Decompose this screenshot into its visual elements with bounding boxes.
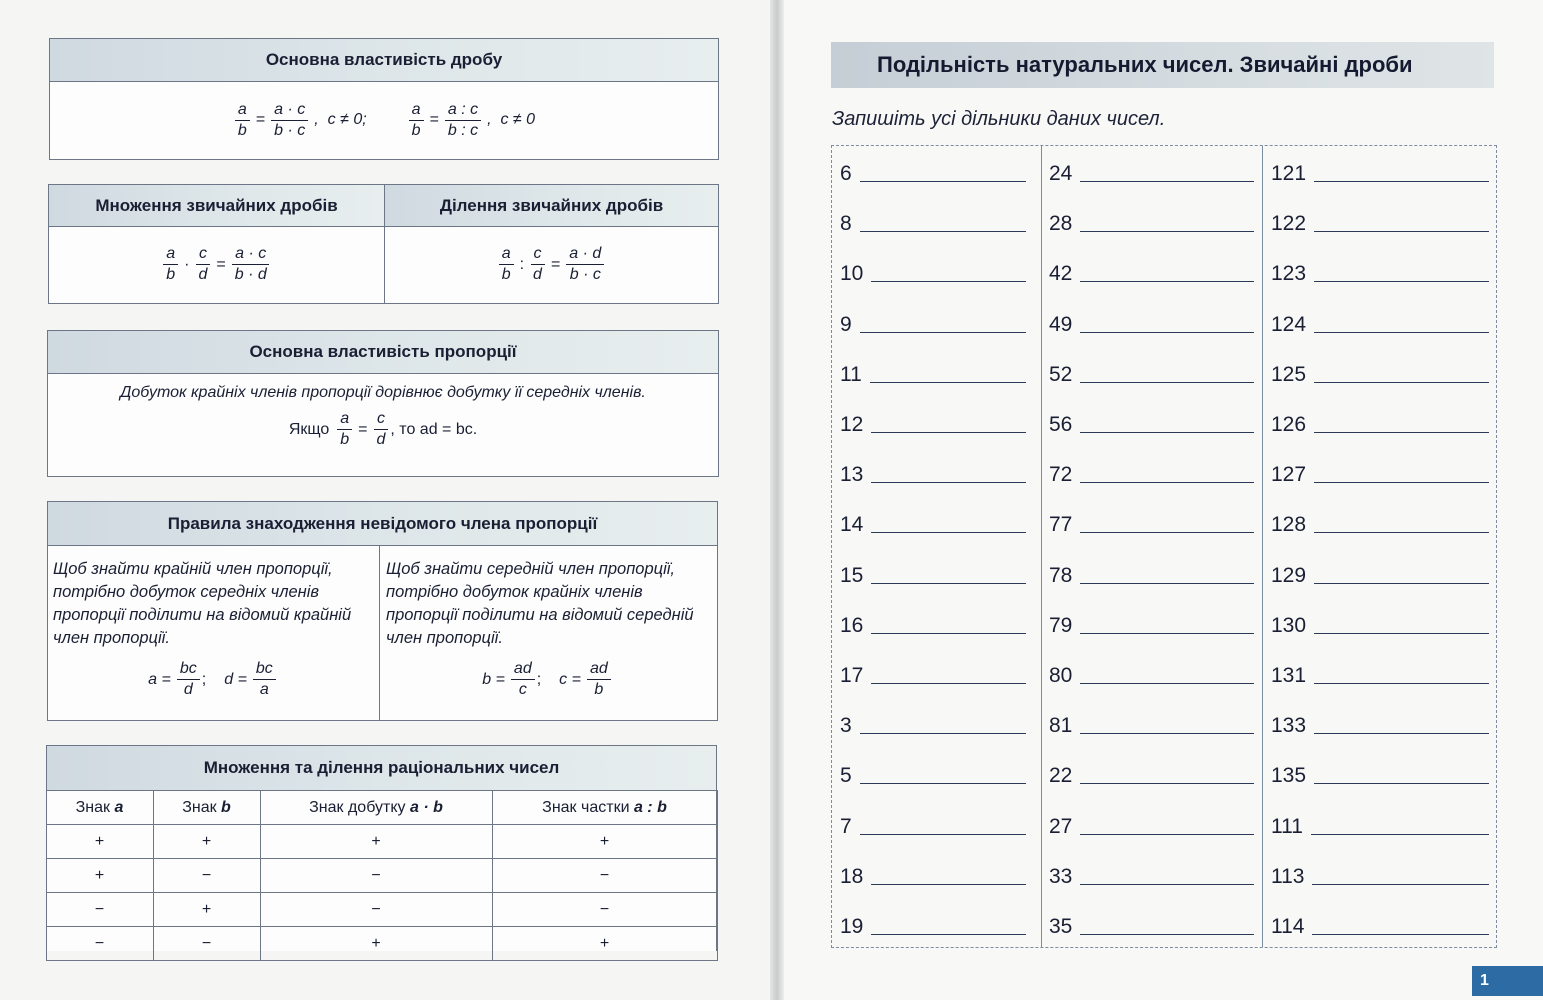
divisor-row	[840, 859, 1026, 889]
table-row: + − − −	[46, 859, 717, 893]
answer-line[interactable]	[1314, 231, 1489, 232]
number-label: 127	[1271, 463, 1307, 487]
number-label: 27	[1049, 814, 1073, 838]
header-sign-product: Знак добутку a · b	[260, 791, 492, 825]
divisors-grid	[831, 145, 1497, 948]
divisor-row	[1271, 558, 1489, 588]
divisor-row	[840, 307, 1026, 337]
number-label: 19	[840, 915, 864, 938]
divisor-row	[1049, 156, 1254, 186]
divisor-row	[1271, 357, 1489, 387]
number-label: 8	[840, 212, 852, 236]
answer-line[interactable]	[860, 231, 1026, 232]
answer-line[interactable]	[1080, 281, 1254, 282]
divisor-row	[1049, 457, 1254, 487]
instruction: Запишіть усі дільники даних чисел.	[832, 108, 1166, 130]
divisor-row	[840, 658, 1026, 688]
divisor-row	[1271, 859, 1489, 889]
answer-line[interactable]	[871, 583, 1026, 584]
divisor-row	[1271, 658, 1489, 688]
condition: c ≠ 0	[500, 111, 536, 128]
answer-line[interactable]	[1314, 332, 1489, 333]
header-sign-quotient: Знак частки a : b	[492, 791, 717, 825]
answer-line[interactable]	[1314, 532, 1489, 533]
number-label: 12	[840, 413, 864, 436]
answer-line[interactable]	[1080, 834, 1254, 835]
number-label: 135	[1271, 764, 1307, 788]
divisor-row	[1049, 608, 1254, 638]
number-label: 14	[840, 513, 864, 537]
number-label: 128	[1271, 513, 1307, 537]
div-formula: $\frac{a}{b}$ : $\frac{c}{d}$ = $\frac{a \cdot d}{b \cdot c}$	[385, 227, 718, 302]
answer-line[interactable]	[1314, 181, 1489, 182]
number-label: 78	[1049, 563, 1073, 587]
answer-line[interactable]	[860, 783, 1026, 784]
number-label: 10	[840, 262, 864, 286]
number-label: 124	[1271, 312, 1307, 336]
rules-title: Правила знаходження невідомого члена пропорції	[48, 502, 717, 546]
table-row: + + + +	[46, 825, 717, 859]
number-label: 42	[1049, 262, 1073, 286]
number-label: 35	[1049, 915, 1073, 938]
divisor-row	[1049, 206, 1254, 236]
answer-line[interactable]	[871, 482, 1026, 483]
divisor-row	[1271, 809, 1489, 839]
divisor-row	[840, 407, 1026, 437]
fraction-property-title: Основна властивість дробу	[50, 39, 718, 82]
mult-formula: $\frac{a}{b}$ · $\frac{c}{d}$ = $\frac{a \cdot c}{b \cdot d}$	[49, 227, 384, 302]
number-label: 7	[840, 814, 852, 838]
answer-line[interactable]	[1314, 583, 1489, 584]
answer-line[interactable]	[1080, 482, 1254, 483]
answer-line[interactable]	[871, 532, 1026, 533]
answer-line[interactable]	[1080, 783, 1254, 784]
divisor-row	[1049, 859, 1254, 889]
number-label: 16	[840, 613, 864, 637]
divisor-row	[1049, 658, 1254, 688]
answer-line[interactable]	[860, 181, 1026, 182]
condition: c ≠ 0;	[327, 111, 367, 128]
number-label: 56	[1049, 413, 1073, 436]
number-label: 114	[1271, 915, 1305, 938]
divisor-row	[1049, 909, 1254, 939]
divisor-row	[1049, 758, 1254, 788]
answer-line[interactable]	[871, 633, 1026, 634]
answer-line[interactable]	[871, 884, 1026, 885]
number-label: 122	[1271, 212, 1307, 236]
divisor-row	[1271, 206, 1489, 236]
book-spine	[770, 0, 784, 1000]
page-number: 1	[1472, 966, 1543, 996]
divisor-row	[840, 558, 1026, 588]
divisor-row	[840, 608, 1026, 638]
number-label: 15	[840, 563, 864, 587]
header-sign-a: Знак a	[46, 791, 153, 825]
number-label: 129	[1271, 563, 1307, 587]
fraction-property-formula: $\frac{a}{b}$ = $\frac{a \cdot c}{b \cdot c}$ , c ≠ 0; $\frac{a}{b}$ = $\frac{a : c}{b : c}$ , c ≠ 0	[50, 82, 718, 158]
answer-line[interactable]	[1314, 733, 1489, 734]
answer-line[interactable]	[1312, 884, 1489, 885]
answer-line[interactable]	[860, 834, 1026, 835]
number-label: 22	[1049, 764, 1073, 788]
divisor-row	[840, 909, 1026, 939]
number-label: 13	[840, 463, 864, 487]
number-label: 130	[1271, 613, 1307, 637]
page-title: Подільність натуральних чисел. Звичайні дроби	[831, 42, 1494, 88]
answer-line[interactable]	[1080, 332, 1254, 333]
divisor-row	[1049, 558, 1254, 588]
divisor-row	[1049, 307, 1254, 337]
number-label: 52	[1049, 362, 1073, 386]
answer-line[interactable]	[1080, 432, 1254, 433]
divisor-row	[1049, 507, 1254, 537]
number-label: 80	[1049, 664, 1073, 687]
fraction: $\frac{a \cdot c}{b \cdot c}$	[271, 101, 308, 140]
number-label: 33	[1049, 864, 1073, 888]
divisor-row	[1271, 758, 1489, 788]
answer-line[interactable]	[1080, 683, 1254, 684]
divisor-row	[840, 758, 1026, 788]
divisor-row	[1049, 407, 1254, 437]
number-label: 79	[1049, 613, 1073, 637]
mult-title: Множення звичайних дробів	[49, 185, 384, 227]
divisor-row	[1049, 256, 1254, 286]
number-label: 121	[1271, 162, 1307, 185]
fraction: $\frac{a}{b}$	[409, 101, 424, 140]
number-label: 133	[1271, 714, 1307, 738]
number-label: 28	[1049, 212, 1073, 236]
divisor-row	[840, 457, 1026, 487]
answer-line[interactable]	[1314, 482, 1489, 483]
divisor-row	[840, 708, 1026, 738]
number-label: 72	[1049, 463, 1073, 487]
divisor-row	[840, 206, 1026, 236]
number-label: 17	[840, 664, 864, 687]
number-label: 131	[1271, 664, 1307, 687]
answer-line[interactable]	[1080, 733, 1254, 734]
number-label: 111	[1271, 814, 1303, 838]
answer-line[interactable]	[1080, 884, 1254, 885]
answer-line[interactable]	[1080, 583, 1254, 584]
number-label: 9	[840, 312, 852, 336]
answer-line[interactable]	[871, 683, 1026, 684]
answer-line[interactable]	[1080, 532, 1254, 533]
rules-right-formula: b = $\frac{ad}{c}$ ; c = $\frac{ad}{b}$	[386, 660, 709, 699]
answer-line[interactable]	[1080, 934, 1254, 935]
answer-line[interactable]	[871, 934, 1026, 935]
proportion-title: Основна властивість пропорції	[48, 331, 718, 374]
answer-line[interactable]	[860, 332, 1026, 333]
rules-box	[47, 501, 718, 721]
answer-line[interactable]	[1312, 934, 1489, 935]
divisor-row	[1271, 256, 1489, 286]
rules-left-text: Щоб знайти крайній член пропорції, потрібно добуток середніх членів пропорції поділити на відомий крайній член пропорції.	[53, 560, 352, 647]
fraction-property-box	[49, 38, 719, 160]
number-label: 5	[840, 764, 852, 788]
answer-line[interactable]	[1311, 834, 1489, 835]
answer-line[interactable]	[1314, 783, 1489, 784]
header-sign-b: Знак b	[153, 791, 260, 825]
divisor-row	[1049, 708, 1254, 738]
number-label: 6	[840, 162, 852, 185]
number-label: 81	[1049, 714, 1073, 738]
signs-table	[46, 790, 718, 961]
answer-line[interactable]	[871, 281, 1026, 282]
rules-right-text: Щоб знайти середній член пропорції, потрібно добуток крайніх членів пропорції поділити на відомий середній член пропорції.	[386, 560, 694, 647]
divisor-row	[1049, 809, 1254, 839]
answer-line[interactable]	[1314, 432, 1489, 433]
table-row: − − + +	[46, 927, 717, 961]
number-label: 3	[840, 714, 852, 738]
divisor-row	[1271, 708, 1489, 738]
answer-line[interactable]	[1314, 382, 1489, 383]
answer-line[interactable]	[871, 432, 1026, 433]
divisor-row	[1271, 608, 1489, 638]
div-title: Ділення звичайних дробів	[385, 185, 718, 227]
number-label: 113	[1271, 864, 1305, 888]
answer-line[interactable]	[1314, 281, 1489, 282]
fraction: $\frac{a}{b}$	[235, 101, 250, 140]
answer-line[interactable]	[860, 733, 1026, 734]
divisor-row	[1271, 507, 1489, 537]
answer-line[interactable]	[1080, 181, 1254, 182]
divisor-row	[1271, 457, 1489, 487]
divisor-row	[1271, 407, 1489, 437]
fraction: $\frac{a : c}{b : c}$	[445, 101, 481, 140]
divisor-row	[1049, 357, 1254, 387]
divisor-row	[1271, 909, 1489, 939]
rules-left-formula: a = $\frac{bc}{d}$ ; d = $\frac{bc}{a}$	[53, 660, 373, 699]
number-label: 125	[1271, 362, 1307, 386]
proportion-formula: Якщо $\frac{a}{b}$ = $\frac{c}{d}$ , то ad = bc.	[288, 410, 478, 448]
answer-line[interactable]	[1080, 382, 1254, 383]
mult-div-box	[48, 184, 719, 304]
divisor-row	[840, 156, 1026, 186]
number-label: 18	[840, 864, 864, 888]
divisor-row	[840, 809, 1026, 839]
answer-line[interactable]	[1314, 633, 1489, 634]
proportion-box	[47, 330, 719, 477]
answer-line[interactable]	[1314, 683, 1489, 684]
proportion-text: Добуток крайніх членів пропорції дорівнює добутку її середніх членів.	[120, 384, 646, 401]
number-label: 123	[1271, 262, 1307, 286]
number-label: 49	[1049, 312, 1073, 336]
divisor-row	[840, 256, 1026, 286]
answer-line[interactable]	[1080, 633, 1254, 634]
answer-line[interactable]	[1080, 231, 1254, 232]
divisor-row	[1271, 307, 1489, 337]
number-label: 126	[1271, 413, 1307, 436]
table-row: − + − −	[46, 893, 717, 927]
rational-title: Множення та ділення раціональних чисел	[47, 746, 716, 790]
number-label: 11	[840, 362, 862, 386]
divisor-row	[840, 357, 1026, 387]
rational-box	[46, 745, 717, 951]
divisor-row	[1271, 156, 1489, 186]
number-label: 24	[1049, 162, 1073, 185]
number-label: 77	[1049, 513, 1073, 537]
divisor-row	[840, 507, 1026, 537]
answer-line[interactable]	[870, 382, 1026, 383]
